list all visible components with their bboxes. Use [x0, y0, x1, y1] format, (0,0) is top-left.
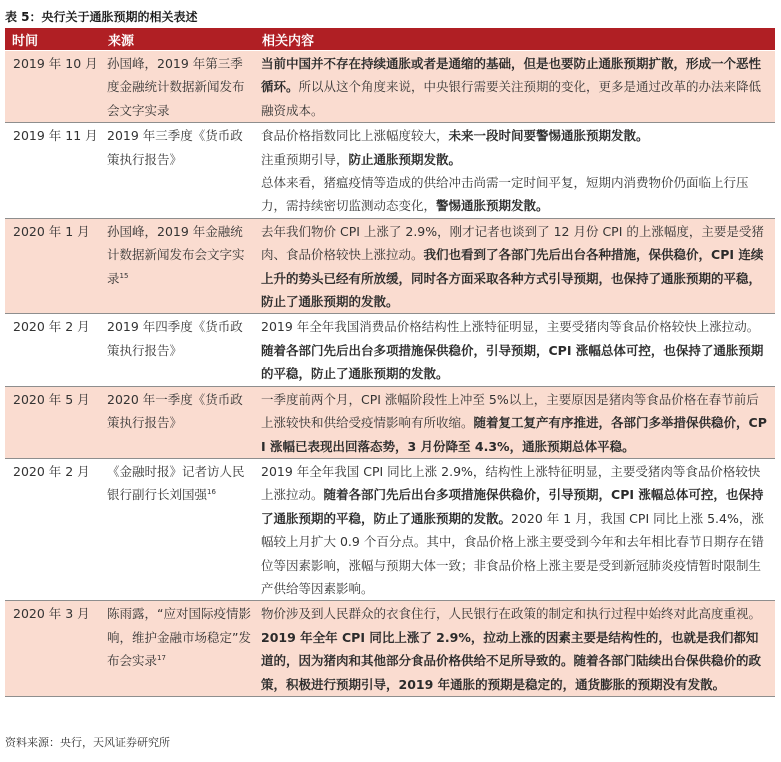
- content-cell: [255, 51, 775, 123]
- table-body: [5, 51, 775, 697]
- table-row: [5, 218, 775, 314]
- footnote-ref: 16: [207, 488, 216, 497]
- body-text: 一季度前两个月，CPI 涨幅阶段性上冲至 5%以上，主要原因是猪肉等食品价格在春节前后上涨较快和供给受疫情影响有所收缩。: [261, 391, 759, 431]
- emphasized-text: 防止通胀预期发散。: [348, 151, 462, 167]
- emphasized-text: 当前中国并不存在持续通胀或者是通缩的基础，但是也要防止通胀预期扩散，形成一个恶性循环。: [261, 56, 762, 95]
- emphasized-text: 随着复工复产有序推进，各部门多举措保供稳价，CPI 涨幅已表现出回落态势，3 月份降至 4.3%，通胀预期总体平稳。: [261, 415, 767, 454]
- header-time: 时间: [5, 28, 101, 51]
- emphasized-text: 随着各部门先后出台多项措施保供稳价，引导预期，CPI 涨幅总体可控，也保持了通胀预期的平稳，防止了通胀预期的发散。: [261, 487, 764, 526]
- content-paragraph: [261, 460, 769, 600]
- content-paragraph: [261, 315, 769, 385]
- source-text: 陈雨露，“应对国际疫情影响，维护金融市场稳定”发布会实录: [107, 606, 251, 669]
- footnote-ref: 15: [119, 271, 129, 280]
- source-cell: [101, 123, 255, 219]
- header-source: 来源: [101, 28, 255, 51]
- table-row: [5, 458, 775, 600]
- body-text: 2019 年全年我国消费品价格结构性上涨特征明显，主要受猪肉等食品价格较快上涨拉动。: [261, 319, 760, 335]
- time-cell: 2020 年 2 月: [5, 314, 101, 386]
- source-text: 2020 年一季度《货币政策执行报告》: [107, 391, 243, 431]
- source-cell: [101, 314, 255, 386]
- content-cell: [255, 386, 775, 458]
- content-paragraph: [261, 171, 769, 218]
- body-text: 食品价格指数同比上涨幅度较大，: [261, 128, 449, 144]
- table-row: [5, 314, 775, 386]
- content-paragraph: [261, 52, 769, 122]
- content-cell: [255, 458, 775, 600]
- time-cell: 2020 年 1 月: [5, 218, 101, 314]
- table-row: [5, 51, 775, 123]
- source-cell: [101, 51, 255, 123]
- time-cell: 2020 年 3 月: [5, 601, 101, 697]
- header-content: 相关内容: [255, 28, 775, 51]
- content-cell: [255, 123, 775, 219]
- emphasized-text: 我们也看到了各部门先后出台各种措施，保供稳价，CPI 连续上升的势头已经有所放缓，同时各方面采取各种方式引导预期，也保持了通胀预期的平稳，防止了通胀预期的发散。: [261, 247, 764, 310]
- body-text: 所以从这个角度来说，中央银行需要关注预期的变化，更多是通过改革的办法来降低融资成本。: [261, 79, 762, 118]
- table-row: [5, 123, 775, 219]
- footnote-ref: 17: [157, 654, 166, 662]
- emphasized-text: 未来一段时间要警惕通胀预期发散。: [448, 128, 649, 144]
- source-cell: [101, 218, 255, 314]
- body-text: 物价涉及到人民群众的衣食住行，人民银行在政策的制定和执行过程中始终对此高度重视。: [261, 606, 762, 622]
- source-text: 孙国峰，2019 年金融统计数据新闻发布会文字实录: [107, 223, 245, 286]
- content-cell: [255, 601, 775, 697]
- table-title: 表 5：央行关于通胀预期的相关表述: [5, 10, 198, 24]
- body-text: 去年我们物价 CPI 上涨了 2.9%，刚才记者也谈到了 12 月份 CPI 的上涨幅度，主要是受猪肉、食品价格较快上涨拉动。: [261, 223, 764, 263]
- content-paragraph: [261, 602, 769, 696]
- source-note: 资料来源：央行，天风证券研究所: [5, 736, 170, 749]
- body-text: 2019 年全年我国 CPI 同比上涨 2.9%，结构性上涨特征明显，主要受猪肉等食品价格较快上涨拉动。: [261, 463, 761, 503]
- emphasized-text: 随着各部门先后出台多项措施保供稳价，引导预期，CPI 涨幅总体可控，也保持了通胀预期的平稳，防止了通胀预期的发散。: [261, 342, 764, 382]
- central-bank-statements-table: [5, 28, 775, 697]
- table-row: [5, 386, 775, 458]
- table-row: [5, 601, 775, 697]
- emphasized-text: 2019 年全年 CPI 同比上涨了 2.9%，拉动上涨的因素主要是结构性的，也就是我们都知道的，因为猪肉和其他部分食品价格供给不足所导致的。随着各部门陆续出台保供稳价的政策，积极进行预期引导，2019 年通胀的预期是稳定的，通货膨胀的预期没有发散。: [261, 629, 762, 692]
- content-cell: [255, 314, 775, 386]
- source-text: 《金融时报》记者访人民银行副行长刘国强: [107, 463, 245, 503]
- source-text: 2019 年三季度《货币政策执行报告》: [107, 128, 243, 167]
- time-cell: 2019 年 11 月: [5, 123, 101, 219]
- content-paragraph: [261, 388, 769, 458]
- body-text: 总体来看，猪瘟疫情等造成的供给冲击尚需一定时间平复，短期内消费物价仍面临上行压力，需持续密切监测动态变化，: [261, 175, 749, 214]
- body-text: 2020 年 1 月，我国 CPI 同比上涨 5.4%，涨幅较上月扩大 0.9 个百分点。其中，食品价格上涨主要受到今年和去年相比春节日期存在错位等因素影响，涨幅与预期大体一致；非食品价格上涨主要是受到新冠肺炎疫情暂时限制生产供给等因素影响。: [261, 510, 764, 596]
- time-cell: 2020 年 5 月: [5, 386, 101, 458]
- source-text: 孙国峰，2019 年第三季度金融统计数据新闻发布会文字实录: [107, 56, 245, 118]
- source-cell: [101, 386, 255, 458]
- content-paragraph: [261, 124, 769, 147]
- time-cell: 2019 年 10 月: [5, 51, 101, 123]
- content-paragraph: [261, 148, 769, 171]
- body-text: 注重预期引导，: [261, 151, 349, 167]
- source-text: 2019 年四季度《货币政策执行报告》: [107, 319, 243, 358]
- emphasized-text: 警惕通胀预期发散。: [436, 198, 549, 214]
- time-cell: 2020 年 2 月: [5, 458, 101, 600]
- content-cell: [255, 218, 775, 314]
- source-cell: [101, 458, 255, 600]
- content-paragraph: [261, 220, 769, 314]
- table-header-row: [5, 28, 775, 51]
- source-cell: [101, 601, 255, 697]
